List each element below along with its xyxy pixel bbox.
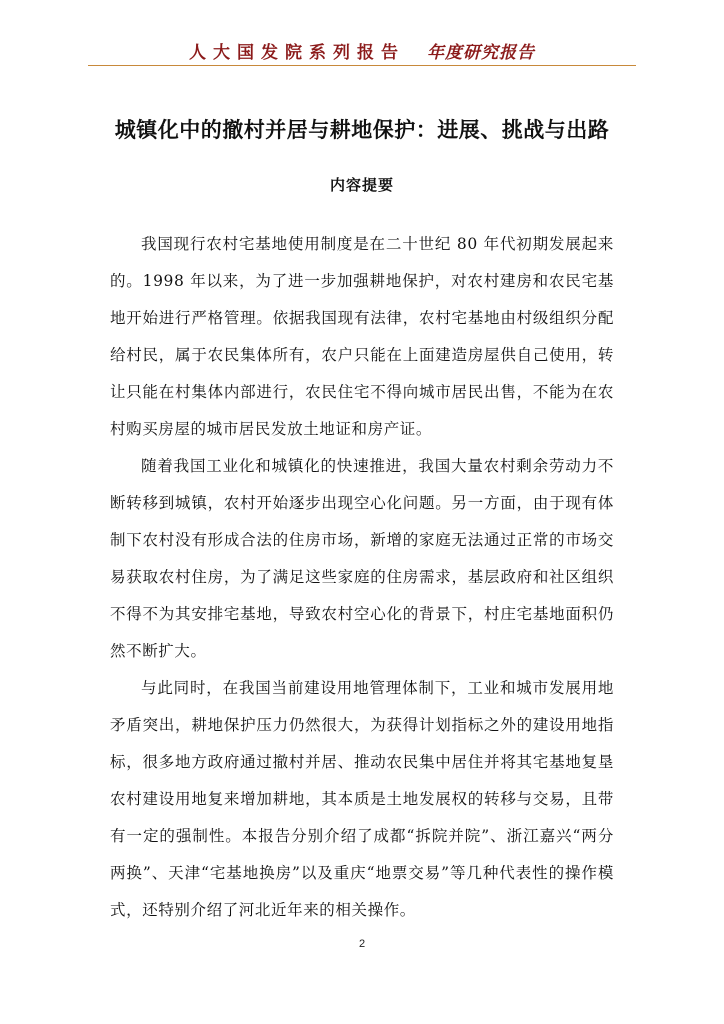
header-divider	[88, 65, 636, 66]
section-heading: 内容提要	[329, 176, 394, 194]
paragraph-3: 与此同时，在我国当前建设用地管理体制下，工业和城市发展用地矛盾突出，耕地保护压力仍然很大，为获得计划指标之外的建设用地指标，很多地方政府通过撤村并居、推动农民集中居住并将其宅基地复垦农村建设用地复来增加耕地，其本质是土地发展权的转移与交易，且带有一定的强制性。本报告分别介绍了成都“拆院并院”、浙江嘉兴“两分两换”、天津“宅基地换房”以及重庆“地票交易”等几种代表性的操作模式，还特别介绍了河北近年来的相关操作。	[110, 679, 614, 919]
running-header	[0, 38, 724, 63]
paragraph-1: 我国现行农村宅基地使用制度是在二十世纪 80 年代初期发展起来的。1998 年以来，为了进一步加强耕地保护，对农村建房和农民宅基地开始进行严格管理。依据我国现有法律，农村宅基地由村级组织分配给村民，属于农民集体所有，农户只能在上面建造房屋供自己使用，转让只能在村集体内部进行，农民住宅不得向城市居民出售，不能为在农村购买房屋的城市居民发放土地证和房产证。	[110, 235, 614, 438]
header-series-label: 人大国发院系列报告	[189, 43, 406, 63]
header-annual-label: 年度研究报告	[426, 43, 535, 63]
document-title: 城镇化中的撤村并居与耕地保护：进展、挑战与出路	[114, 118, 610, 142]
paragraph-2: 随着我国工业化和城镇化的快速推进，我国大量农村剩余劳动力不断转移到城镇，农村开始逐步出现空心化问题。另一方面，由于现有体制下农村没有形成合法的住房市场，新增的家庭无法通过正常的市场交易获取农村住房，为了满足这些家庭的住房需求，基层政府和社区组织不得不为其安排宅基地，导致农村空心化的背景下，村庄宅基地面积仍然不断扩大。	[110, 457, 614, 660]
page-number: 2	[358, 938, 366, 950]
